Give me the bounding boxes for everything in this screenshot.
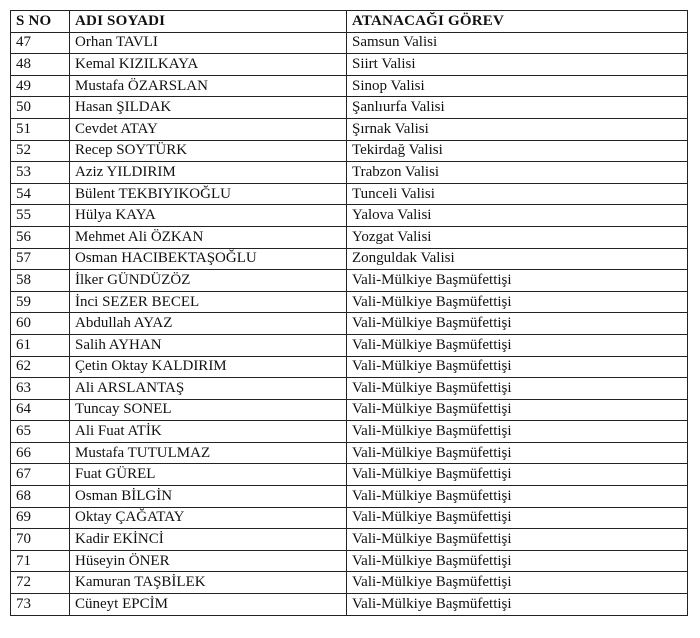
row-name: Kadir EKİNCİ <box>70 529 347 551</box>
row-number: 58 <box>11 270 70 292</box>
row-number: 63 <box>11 378 70 400</box>
table-row <box>11 183 688 205</box>
row-name: Osman BİLGİN <box>70 486 347 508</box>
row-number: 66 <box>11 442 70 464</box>
row-number: 47 <box>11 32 70 54</box>
row-duty: Trabzon Valisi <box>347 162 688 184</box>
row-name: Oktay ÇAĞATAY <box>70 507 347 529</box>
row-number: 64 <box>11 399 70 421</box>
table-row <box>11 75 688 97</box>
header-row <box>11 11 688 33</box>
row-name: Orhan TAVLI <box>70 32 347 54</box>
row-duty: Vali-Mülkiye Başmüfettişi <box>347 594 688 616</box>
row-duty: Vali-Mülkiye Başmüfettişi <box>347 464 688 486</box>
table-row <box>11 313 688 335</box>
row-duty: Şanlıurfa Valisi <box>347 97 688 119</box>
table-row <box>11 507 688 529</box>
row-name: Mustafa TUTULMAZ <box>70 442 347 464</box>
row-name: İnci SEZER BECEL <box>70 291 347 313</box>
table-row <box>11 334 688 356</box>
row-duty: Vali-Mülkiye Başmüfettişi <box>347 486 688 508</box>
row-name: Cüneyt EPCİM <box>70 594 347 616</box>
row-number: 67 <box>11 464 70 486</box>
row-number: 72 <box>11 572 70 594</box>
row-name: İlker GÜNDÜZÖZ <box>70 270 347 292</box>
row-number: 62 <box>11 356 70 378</box>
appointment-table <box>10 10 688 616</box>
row-name: Hasan ŞILDAK <box>70 97 347 119</box>
table-row <box>11 550 688 572</box>
row-name: Tuncay SONEL <box>70 399 347 421</box>
row-number: 68 <box>11 486 70 508</box>
row-name: Fuat GÜREL <box>70 464 347 486</box>
row-duty: Vali-Mülkiye Başmüfettişi <box>347 550 688 572</box>
table-row <box>11 54 688 76</box>
row-name: Recep SOYTÜRK <box>70 140 347 162</box>
document-page <box>10 10 687 616</box>
table-row <box>11 442 688 464</box>
row-duty: Yozgat Valisi <box>347 226 688 248</box>
row-duty: Vali-Mülkiye Başmüfettişi <box>347 356 688 378</box>
row-duty: Tekirdağ Valisi <box>347 140 688 162</box>
row-number: 69 <box>11 507 70 529</box>
row-name: Kemal KIZILKAYA <box>70 54 347 76</box>
row-duty: Vali-Mülkiye Başmüfettişi <box>347 572 688 594</box>
row-name: Mustafa ÖZARSLAN <box>70 75 347 97</box>
row-duty: Siirt Valisi <box>347 54 688 76</box>
table-row <box>11 572 688 594</box>
row-duty: Vali-Mülkiye Başmüfettişi <box>347 270 688 292</box>
row-duty: Tunceli Valisi <box>347 183 688 205</box>
row-name: Ali ARSLANTAŞ <box>70 378 347 400</box>
table-row <box>11 248 688 270</box>
row-number: 71 <box>11 550 70 572</box>
row-number: 60 <box>11 313 70 335</box>
row-name: Hülya KAYA <box>70 205 347 227</box>
row-name: Mehmet Ali ÖZKAN <box>70 226 347 248</box>
row-number: 57 <box>11 248 70 270</box>
table-row <box>11 162 688 184</box>
table-row <box>11 205 688 227</box>
row-name: Kamuran TAŞBİLEK <box>70 572 347 594</box>
table-body <box>11 32 688 615</box>
row-name: Aziz YILDIRIM <box>70 162 347 184</box>
row-duty: Sinop Valisi <box>347 75 688 97</box>
row-name: Ali Fuat ATİK <box>70 421 347 443</box>
row-name: Çetin Oktay KALDIRIM <box>70 356 347 378</box>
row-name: Salih AYHAN <box>70 334 347 356</box>
table-row <box>11 399 688 421</box>
row-number: 50 <box>11 97 70 119</box>
table-row <box>11 140 688 162</box>
table-row <box>11 226 688 248</box>
table-row <box>11 32 688 54</box>
row-duty: Vali-Mülkiye Başmüfettişi <box>347 507 688 529</box>
row-number: 53 <box>11 162 70 184</box>
row-duty: Zonguldak Valisi <box>347 248 688 270</box>
table-row <box>11 97 688 119</box>
row-name: Osman HACIBEKTAŞOĞLU <box>70 248 347 270</box>
table-row <box>11 464 688 486</box>
row-number: 54 <box>11 183 70 205</box>
header-duty: ATANACAĞI GÖREV <box>347 11 688 33</box>
row-name: Cevdet ATAY <box>70 118 347 140</box>
row-name: Bülent TEKBIYIKOĞLU <box>70 183 347 205</box>
table-row <box>11 486 688 508</box>
row-duty: Vali-Mülkiye Başmüfettişi <box>347 313 688 335</box>
row-number: 51 <box>11 118 70 140</box>
row-duty: Vali-Mülkiye Başmüfettişi <box>347 421 688 443</box>
row-name: Abdullah AYAZ <box>70 313 347 335</box>
row-duty: Yalova Valisi <box>347 205 688 227</box>
row-duty: Şırnak Valisi <box>347 118 688 140</box>
row-number: 65 <box>11 421 70 443</box>
table-row <box>11 594 688 616</box>
table-row <box>11 291 688 313</box>
row-number: 48 <box>11 54 70 76</box>
header-no: S NO <box>11 11 70 33</box>
row-duty: Vali-Mülkiye Başmüfettişi <box>347 334 688 356</box>
table-row <box>11 529 688 551</box>
row-duty: Vali-Mülkiye Başmüfettişi <box>347 442 688 464</box>
row-number: 61 <box>11 334 70 356</box>
row-duty: Vali-Mülkiye Başmüfettişi <box>347 291 688 313</box>
row-duty: Samsun Valisi <box>347 32 688 54</box>
table-row <box>11 378 688 400</box>
row-number: 49 <box>11 75 70 97</box>
row-name: Hüseyin ÖNER <box>70 550 347 572</box>
table-header <box>11 11 688 33</box>
table-row <box>11 356 688 378</box>
row-number: 56 <box>11 226 70 248</box>
row-number: 70 <box>11 529 70 551</box>
table-row <box>11 270 688 292</box>
row-duty: Vali-Mülkiye Başmüfettişi <box>347 378 688 400</box>
row-number: 52 <box>11 140 70 162</box>
header-name: ADI SOYADI <box>70 11 347 33</box>
row-number: 73 <box>11 594 70 616</box>
row-number: 59 <box>11 291 70 313</box>
row-number: 55 <box>11 205 70 227</box>
row-duty: Vali-Mülkiye Başmüfettişi <box>347 529 688 551</box>
table-row <box>11 118 688 140</box>
row-duty: Vali-Mülkiye Başmüfettişi <box>347 399 688 421</box>
table-row <box>11 421 688 443</box>
